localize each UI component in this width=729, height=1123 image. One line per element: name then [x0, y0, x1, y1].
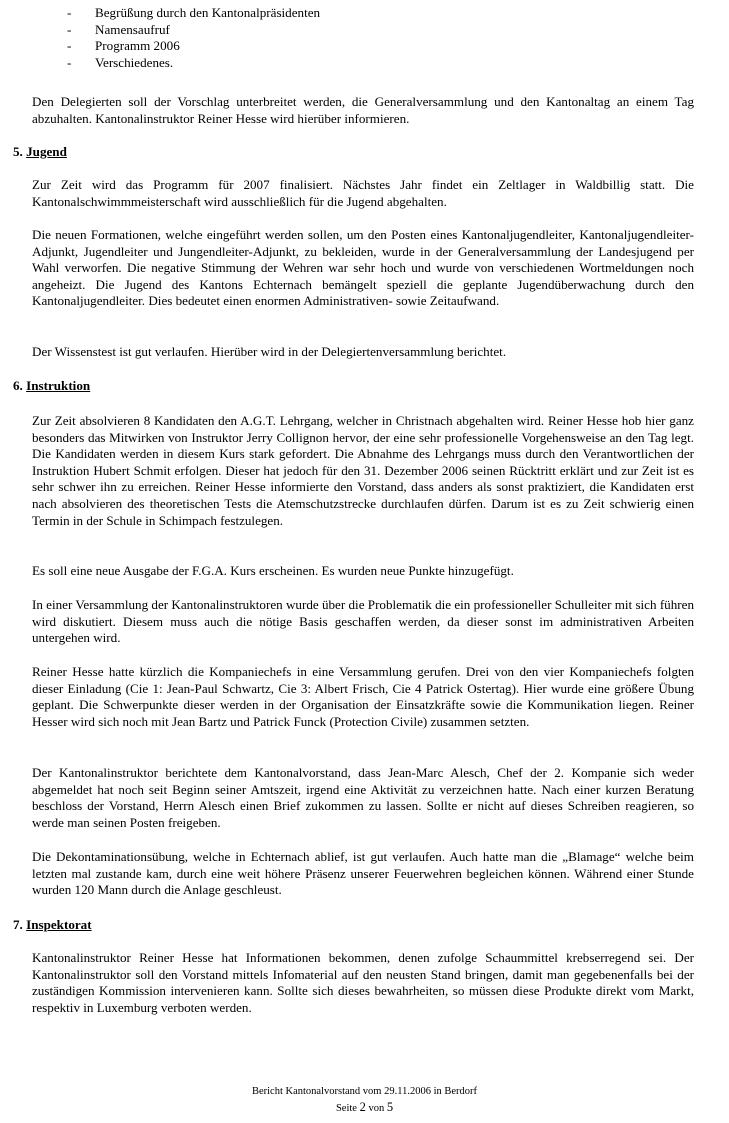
inspektorat-paragraph-1: Kantonalinstruktor Reiner Hesse hat Informationen bekommen, denen zufolge Schaummittel krebserregend sei. Der Kantonalinstruktor soll den Vorstand mittels Infomaterial auf den neusten Stand bringen, damit man gegebenenfalls bei der zuständigen Kommission intervenieren kann. Sollte sich dieses bewahrheiten, so müssen diese Produkte direkt vom Markt, respektiv in Luxemburg verboten werden.	[32, 950, 694, 1015]
section-number: 5.	[13, 144, 23, 159]
footer-report-line: Bericht Kantonalvorstand vom 29.11.2006 in Berdorf	[251, 1086, 478, 1097]
agenda-item	[67, 5, 667, 22]
page-current: 2	[359, 1100, 366, 1114]
agenda-item-text: Verschiedenes.	[95, 54, 174, 70]
agenda-list	[67, 5, 667, 71]
agenda-item-text: Programm 2006	[95, 38, 180, 54]
instruktion-paragraph-3: In einer Versammlung der Kantonalinstruktoren wurde über die Problematik die ein professioneller Schulleiter mit sich führen wird diskutiert. Diesem muss auch die nötige Basis geschaffen werden, da dieser sonst im administrativen Arbeiten untergehen wird.	[32, 597, 694, 646]
instruktion-paragraph-4: Reiner Hesse hatte kürzlich die Kompaniechefs in eine Versammlung gerufen. Drei von den vier Kompaniechefs folgten dieser Einladung (Cie 1: Jean-Paul Schwartz, Cie 3: Albert Frisch, Cie 4 Patrick Ostertag). Hier wurde eine größere Übung geplant. Die Schwerpunkte dieser werden in der Organisation der Einsatzkräfte sowie die Kommunikation liegen. Reiner Hesser wird sich noch mit Jean Bartz und Patrick Funck (Protection Civile) zusammen setzten.	[32, 664, 694, 729]
instruktion-paragraph-5: Der Kantonalinstruktor berichtete dem Kantonalvorstand, dass Jean-Marc Alesch, Chef der 2. Kompanie sich weder abgemeldet hat noch seit Beginn seiner Amtszeit, irgend eine Aktivität zu verzeichnen hatte. Nach einer kurzen Beratung beschloss der Vorstand, Herrn Alesch einen Brief zukommen zu lassen. Sollte er nicht auf dieses Schreiben reagieren, so werde man seinen Posten freigeben.	[32, 765, 694, 830]
agenda-item-text: Begrüßung durch den Kantonalpräsidenten	[95, 5, 321, 20]
section-heading-instruktion	[13, 378, 90, 395]
agenda-item	[67, 22, 667, 39]
instruktion-paragraph-6: Die Dekontaminationsübung, welche in Echternach ablief, ist gut verlaufen. Auch hatte man die „Blamage“ welche beim letzten mal zustande kam, durch eine weit höhere Präsenz unserer Feuerwehren begleichen können. Während einer Stunde wurden 120 Mann durch die Anlage geschleust.	[32, 849, 694, 898]
section-number: 6.	[13, 378, 23, 393]
instruktion-paragraph-1: Zur Zeit absolvieren 8 Kandidaten den A.G.T. Lehrgang, welcher in Christnach abgehalten wird. Reiner Hesse hob hier ganz besonders das Mitwirken von Instruktor Jerry Collignon hervor, der eine sehr professionelle Vorgehensweise an den Tag legt. Die Kandidaten werden in diesem Kurs stark gefordert. Die Abnahme des Lehrgangs muss durch den Verantwortlichen der Instruktion Hubert Schmit erfolgen. Dieser hat jedoch für den 31. Dezember 2006 seinen Rücktritt erklärt und zur Zeit ist es sehr schwer ihn zu erreichen. Reiner Hesse informierte den Vorstand, dass anders als sonst praktiziert, die Kandidaten erst nach absolvieren des theoretischen Tests die Atemschutzstrecke durchlaufen dürfen. Darum ist es zu Zeit schwierig einen Termin in der Schule in Schimpach festzulegen.	[32, 413, 694, 528]
agenda-item	[67, 38, 667, 55]
intro-paragraph: Den Delegierten soll der Vorschlag unterbreitet werden, die Generalversammlung und den Kantonaltag an einem Tag abzuhalten. Kantonalinstruktor Reiner Hesse wird hierüber informieren.	[32, 94, 694, 126]
bullet-dash: -	[67, 5, 72, 20]
agenda-item	[67, 55, 667, 72]
section-title: Instruktion	[26, 378, 91, 393]
bullet-dash: -	[67, 21, 72, 37]
section-heading-inspektorat	[13, 917, 92, 934]
section-title: Inspektorat	[26, 917, 92, 932]
bullet-dash: -	[67, 54, 72, 70]
jugend-paragraph-2: Die neuen Formationen, welche eingeführt werden sollen, um den Posten eines Kantonaljugendleiter, Kantonaljugendleiter-Adjunkt, Jugendleiter und Jungendleiter-Adjunkt, zu bekleiden, wurde in der Generalversammlung der Landesjugend per Wahl verworfen. Die negative Stimmung der Wehren war sehr hoch und wurde von verschiedenen Wortmeldungen noch angeheizt. Die Jugend des Kantons Echternach bemängelt speziell die geplante Jugendüberwachung durch den Kantonaljugendleiter. Dies bedeutet einen enormen Administrativen- sowie Zeitaufwand.	[32, 227, 694, 309]
section-number: 7.	[13, 917, 23, 932]
instruktion-paragraph-2: Es soll eine neue Ausgabe der F.G.A. Kurs erscheinen. Es wurden neue Punkte hinzugefügt.	[32, 563, 514, 578]
jugend-paragraph-1: Zur Zeit wird das Programm für 2007 finalisiert. Nächstes Jahr findet ein Zeltlager in Waldbillig statt. Die Kantonalschwimmmeisterschaft wird ausschließlich für die Jugend abgehalten.	[32, 177, 694, 209]
page-separator: von	[368, 1103, 385, 1114]
section-heading-jugend	[13, 144, 67, 161]
page-prefix: Seite	[335, 1103, 357, 1114]
bullet-dash: -	[67, 38, 72, 54]
footer-page-number	[0, 1101, 729, 1115]
section-title: Jugend	[26, 144, 67, 159]
page-total: 5	[386, 1100, 394, 1114]
agenda-item-text: Namensaufruf	[95, 21, 170, 37]
jugend-paragraph-3: Der Wissenstest ist gut verlaufen. Hierüber wird in der Delegiertenversammlung berichtet.	[32, 344, 507, 359]
